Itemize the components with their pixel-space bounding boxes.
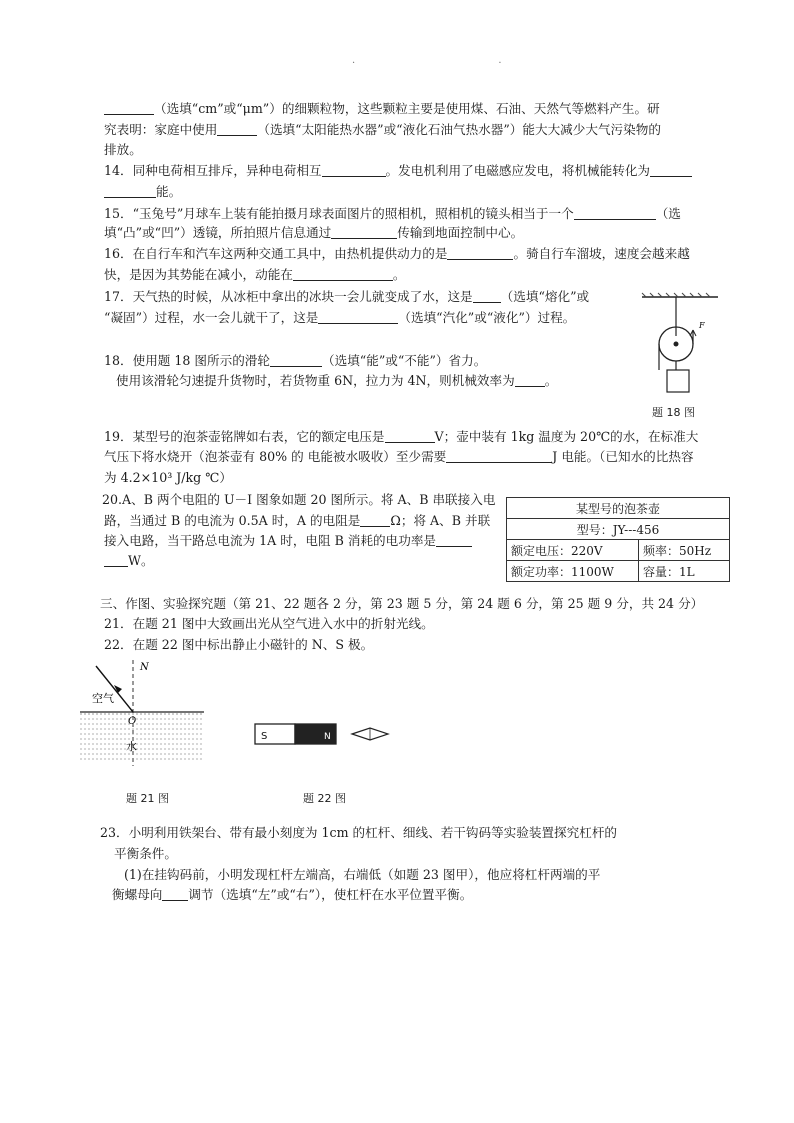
q20-line4: W。 xyxy=(104,552,154,570)
q23-line4: 衡螺母向 调节（选填“左”或“右”），使杠杆在水平位置平衡。 xyxy=(112,887,473,902)
incidence-point-label: O xyxy=(128,716,137,727)
air-label: 空气 xyxy=(92,692,114,705)
spec-title: 某型号的泡茶壶 xyxy=(507,498,730,519)
magnet-n-label: N xyxy=(324,732,331,742)
q13-line3: 排放。 xyxy=(104,142,142,157)
answer-blank[interactable] xyxy=(515,373,545,387)
spec-capacity: 容量：1L xyxy=(639,561,730,582)
q14-line2: 能。 xyxy=(104,183,181,201)
refraction-figure xyxy=(78,656,208,768)
answer-blank[interactable] xyxy=(104,553,128,567)
q23-line3: (1)在挂钩码前，小明发现杠杆左端高，右端低（如题 23 图甲），他应将杠杆两端的平 xyxy=(124,867,601,882)
fig21-caption: 题 21 图 xyxy=(126,792,169,805)
q18-line1: 18．使用题 18 图所示的滑轮 （选填“能”或“不能”）省力。 xyxy=(104,353,487,368)
q15-line1: 15．“玉兔号”月球车上装有能拍摄月球表面图片的照相机，照相机的镜头相当于一个 （选 xyxy=(104,206,681,221)
q14-line1: 14．同种电荷相互排斥，异种电荷相互 。发电机利用了电磁感应发电，将机械能转化为 xyxy=(104,162,692,180)
q23-line2: 平衡条件。 xyxy=(114,846,177,861)
answer-blank[interactable] xyxy=(322,163,386,177)
magnet-s-label: S xyxy=(261,731,268,742)
section3-heading: 三、作图、实验探究题（第 21、22 题各 2 分，第 23 题 5 分，第 24 题 6 分，第 25 题 9 分，共 24 分） xyxy=(100,596,704,611)
q16-line1: 16．在自行车和汽车这两种交通工具中，由热机提供动力的是 。骑自行车溜坡，速度会越来越 xyxy=(104,246,690,261)
answer-blank[interactable] xyxy=(293,267,393,281)
q22-text: 22．在题 22 图中标出静止小磁针的 N、S 极。 xyxy=(104,637,374,652)
q20-line3: 接入电路，当干路总电流为 1A 时，电阻 B 消耗的电功率是 xyxy=(104,532,472,550)
answer-blank[interactable] xyxy=(650,163,692,177)
fig22-caption: 题 22 图 xyxy=(303,792,346,805)
answer-blank[interactable] xyxy=(447,246,513,260)
q13-line1: （选填“cm”或“μm”）的细颗粒物，这些颗粒主要是使用煤、石油、天然气等燃料产生。研 xyxy=(104,100,660,118)
force-label: F xyxy=(699,321,705,330)
answer-blank[interactable] xyxy=(104,101,154,115)
spec-model: 型号：JY---456 xyxy=(507,519,730,540)
q17-line1: 17．天气热的时候，从冰柜中拿出的冰块一会儿就变成了水，这是 （选填“熔化”或 xyxy=(104,289,590,304)
q19-line3: 为 4.2×10³ J/kg ℃） xyxy=(104,470,232,485)
answer-blank[interactable] xyxy=(217,122,257,136)
magnet-figure xyxy=(254,720,394,750)
fig18-caption: 题 18 图 xyxy=(652,406,695,419)
pulley-figure xyxy=(640,292,720,414)
answer-blank[interactable] xyxy=(574,206,656,220)
answer-blank[interactable] xyxy=(331,225,397,239)
q18-line2: 使用该滑轮匀速提升货物时，若货物重 6N，拉力为 4N，则机械效率为 。 xyxy=(116,373,558,388)
answer-blank[interactable] xyxy=(162,887,188,901)
q19-line1: 19．某型号的泡茶壶铭牌如右表，它的额定电压是 V；壶中装有 1kg 温度为 20℃的水，在标准大 xyxy=(104,429,699,444)
answer-blank[interactable] xyxy=(385,429,435,443)
q15-line2: 填“凸”或“凹”）透镜，所拍照片信息通过 传输到地面控制中心。 xyxy=(104,225,524,240)
q17-line2: “凝固”）过程，水一会儿就干了，这是 （选填“汽化”或“液化”）过程。 xyxy=(104,310,576,325)
q21-text: 21．在题 21 图中大致画出光从空气进入水中的折射光线。 xyxy=(104,616,434,631)
q19-line2: 气压下将水烧开（泡茶壶有 80% 的 电能被水吸收）至少需要 J 电能。（已知水的比热容 xyxy=(104,449,694,464)
answer-blank[interactable] xyxy=(446,449,552,463)
answer-blank[interactable] xyxy=(436,533,472,547)
spec-power: 额定功率：1100W xyxy=(507,561,639,582)
q16-line2: 快，是因为其势能在减小，动能在 。 xyxy=(104,267,406,282)
water-label: 水 xyxy=(126,740,137,753)
normal-label: N xyxy=(140,662,149,673)
spec-frequency: 频率：50Hz xyxy=(639,540,730,561)
spec-voltage: 额定电压：220V xyxy=(507,540,639,561)
q13-line2: 究表明：家庭中使用 （选填“太阳能热水器”或“液化石油气热水器”）能大大减少大气污染物的 xyxy=(104,122,661,137)
answer-blank[interactable] xyxy=(360,513,390,527)
tea-kettle-spec-table xyxy=(506,497,730,582)
header-dots: · · xyxy=(352,58,572,69)
answer-blank[interactable] xyxy=(104,184,156,198)
q23-line1: 23．小明利用铁架台、带有最小刻度为 1cm 的杠杆、细线、若干钩码等实验装置探究杠杆的 xyxy=(100,825,618,840)
answer-blank[interactable] xyxy=(473,289,501,303)
q20-line2: 路，当通过 B 的电流为 0.5A 时，A 的电阻是 Ω；将 A、B 并联 xyxy=(104,513,491,528)
answer-blank[interactable] xyxy=(318,310,398,324)
q20-line1: 20.A、B 两个电阻的 U－I 图象如题 20 图所示。将 A、B 串联接入电 xyxy=(102,492,496,507)
answer-blank[interactable] xyxy=(270,353,322,367)
